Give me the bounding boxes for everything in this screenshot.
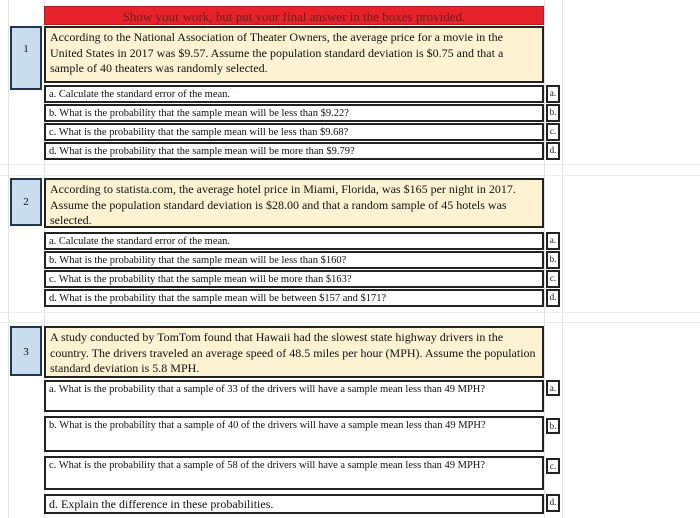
- problem-2-question-b: b. What is the probability that the sample mean will be less than $160?: [44, 251, 544, 269]
- problem-2-question-a: a. Calculate the standard error of the mean.: [44, 232, 544, 250]
- problem-number-2: 2: [10, 178, 42, 226]
- problem-1-question-b: b. What is the probability that the sample mean will be less than $9.22?: [44, 104, 544, 122]
- problem-3-question-c: c. What is the probability that a sample of 58 of the drivers will have a sample mean less than 49 MPH?: [44, 456, 544, 490]
- problem-2-answer-b[interactable]: b.: [546, 251, 560, 269]
- problem-2-answer-c[interactable]: c.: [546, 270, 560, 288]
- problem-3-answer-c[interactable]: c.: [546, 458, 560, 474]
- problem-number-1: 1: [10, 26, 42, 90]
- problem-1-answer-d[interactable]: d.: [546, 142, 560, 160]
- problem-1-question-d: d. What is the probability that the sample mean will be more than $9.79?: [44, 142, 544, 160]
- instructions-banner: Show your work, but put your final answer in the boxes provided.: [44, 6, 544, 25]
- problem-1-question-a: a. Calculate the standard error of the mean.: [44, 85, 544, 103]
- problem-2-answer-a[interactable]: a.: [546, 232, 560, 250]
- problem-1-answer-b[interactable]: b.: [546, 104, 560, 122]
- problem-3-answer-b[interactable]: b.: [546, 418, 560, 434]
- problem-1-answer-a[interactable]: a.: [546, 85, 560, 103]
- problem-3-question-b: b. What is the probability that a sample of 40 of the drivers will have a sample mean less than 49 MPH?: [44, 416, 544, 452]
- problem-3-answer-a[interactable]: a.: [546, 380, 560, 396]
- problem-2-answer-d[interactable]: d.: [546, 289, 560, 307]
- problem-3-question-d: d. Explain the difference in these probabilities.: [44, 494, 544, 514]
- problem-2-prompt: According to statista.com, the average hotel price in Miami, Florida, was $165 per night in 2017. Assume the population standard deviation is $28.00 and that a random sample of 45 hotels was selected.: [44, 178, 544, 228]
- problem-2-question-d: d. What is the probability that the sample mean will be between $157 and $171?: [44, 289, 544, 307]
- problem-3-answer-d[interactable]: d.: [546, 494, 560, 512]
- problem-3-question-a: a. What is the probability that a sample of 33 of the drivers will have a sample mean less than 49 MPH?: [44, 380, 544, 412]
- problem-2-question-c: c. What is the probability that the sample mean will be more than $163?: [44, 270, 544, 288]
- problem-1-question-c: c. What is the probability that the sample mean will be less than $9.68?: [44, 123, 544, 141]
- problem-3-prompt: A study conducted by TomTom found that Hawaii had the slowest state highway drivers in the country. The drivers traveled an average speed of 48.5 miles per hour (MPH). Assume the population standard deviation is 5.8 MPH.: [44, 326, 544, 378]
- problem-1-answer-c[interactable]: c.: [546, 123, 560, 141]
- problem-number-3: 3: [10, 326, 42, 376]
- problem-1-prompt: According to the National Association of Theater Owners, the average price for a movie in the United States in 2017 was $9.57. Assume the population standard deviation is $0.75 and that a sample of 40 theaters was randomly selected.: [44, 26, 544, 83]
